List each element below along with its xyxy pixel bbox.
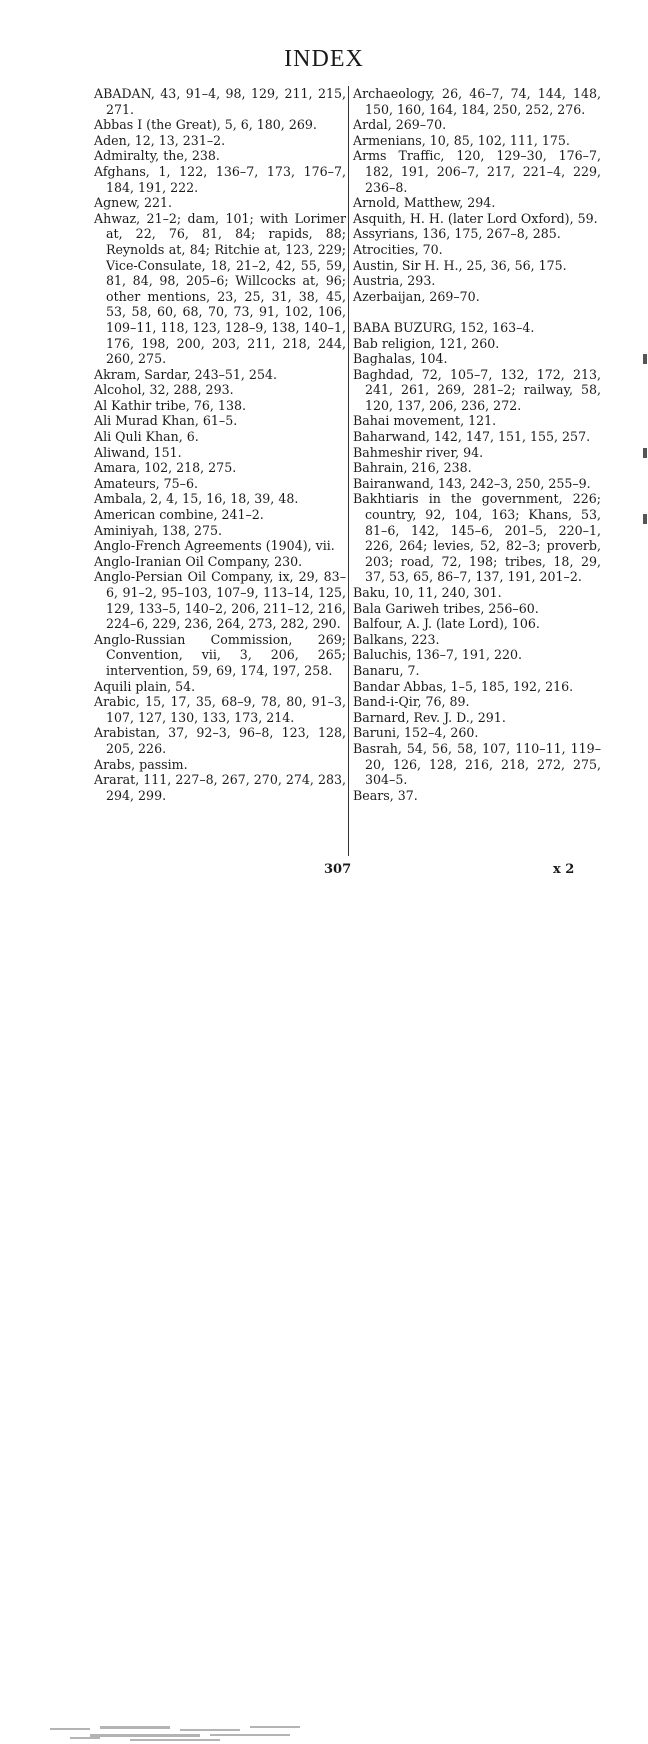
scan-noise-smudge (30, 1722, 330, 1744)
index-entry: Arabic, 15, 17, 35, 68–9, 78, 80, 91–3, 107, 127, 130, 133, 173, 214. (94, 694, 346, 725)
index-entry: Amateurs, 75–6. (94, 475, 198, 491)
index-entry: Balkans, 223. (353, 631, 440, 647)
page-number: 307 (324, 862, 352, 877)
index-entry: Bala Gariweh tribes, 256–60. (353, 600, 539, 616)
index-entry: Basrah, 54, 56, 58, 107, 110–11, 119–20, 126, 128, 216, 218, 272, 275, 304–5. (353, 740, 601, 788)
index-entry: Afghans, 1, 122, 136–7, 173, 176–7, 184, 191, 222. (94, 163, 346, 195)
index-entry: Baku, 10, 11, 240, 301. (353, 585, 502, 600)
index-entry: Arnold, Matthew, 294. (353, 195, 496, 211)
index-entry: Anglo-Russian Commission, 269; Convention, vii, 3, 206, 265; intervention, 59, 69, 174, 197, 258. (94, 631, 346, 678)
index-column-left (94, 86, 346, 803)
index-entry: Akram, Sardar, 243–51, 254. (94, 366, 277, 382)
index-column-right (353, 86, 601, 803)
index-entry: Archaeology, 26, 46–7, 74, 144, 148, 150, 160, 164, 184, 250, 252, 276. (353, 86, 601, 117)
index-entry: Bandar Abbas, 1–5, 185, 192, 216. (353, 678, 574, 694)
index-entry: Asquith, H. H. (later Lord Oxford), 59. (353, 210, 598, 226)
index-entry: Al Kathir tribe, 76, 138. (94, 397, 246, 413)
index-entry: Abbas I (the Great), 5, 6, 180, 269. (94, 117, 317, 133)
index-entry: Arabistan, 37, 92–3, 96–8, 123, 128, 205, 226. (94, 725, 346, 756)
index-entry: Atrocities, 70. (353, 241, 443, 257)
index-entry: Bakhtiaris in the government, 226; country, 92, 104, 163; Khans, 53, 81–6, 142, 145–6, 201–5, 220–1, 226, 264; levies, 52, 82–3; proverb, 203; road, 72, 198; tribes, 18, 29, 37, 53, 65, 86–7, 137, 191, 201–2. (353, 491, 601, 585)
index-entry: Aliwand, 151. (94, 444, 182, 460)
index-entry: Bab religion, 121, 260. (353, 335, 500, 351)
index-entry: Bairanwand, 143, 242–3, 250, 255–9. (353, 475, 591, 491)
index-entry: Baghalas, 104. (353, 351, 448, 367)
index-entry: BABA BUZURG, 152, 163–4. (353, 319, 535, 335)
index-entry: Bahrain, 216, 238. (353, 460, 472, 476)
index-entry: Alcohol, 32, 288, 293. (94, 382, 234, 398)
index-entry: American combine, 241–2. (94, 507, 264, 523)
index-entry: Arabs, passim. (94, 756, 188, 772)
index-entry: Baruni, 152–4, 260. (353, 725, 479, 741)
index-entry: Barnard, Rev. J. D., 291. (353, 709, 506, 725)
index-entry: Aden, 12, 13, 231–2. (94, 132, 226, 148)
page-title: INDEX (284, 46, 364, 72)
index-entry: Aminiyah, 138, 275. (94, 522, 223, 538)
index-entry: Baharwand, 142, 147, 151, 155, 257. (353, 429, 591, 445)
index-entry: Ambala, 2, 4, 15, 16, 18, 39, 48. (94, 491, 299, 507)
column-divider (348, 86, 349, 856)
index-entry: Ahwaz, 21–2; dam, 101; with Lorimer at, 22, 76, 81, 84; rapids, 88; Reynolds at, 84; Ritchie at, 123, 229; Vice-Consulate, 18, 21–2, 42, 55, 59, 81, 84, 98, 205–6; Willcocks at, 96; other mentions, 23, 25, 31, 38, 45, 53, 58, 60, 68, 70, 73, 91, 102, 106, 109–11, 118, 123, 128–9, 138, 140–1, 176, 198, 200, 203, 211, 218, 244, 260, 275. (94, 210, 346, 367)
index-entry: Bahmeshir river, 94. (353, 444, 484, 460)
index-entry: Agnew, 221. (94, 195, 173, 211)
index-entry: Aquili plain, 54. (94, 678, 196, 694)
margin-mark (643, 448, 647, 458)
index-entry: Ali Quli Khan, 6. (94, 429, 199, 445)
index-entry: Arms Traffic, 120, 129–30, 176–7, 182, 191, 206–7, 217, 221–4, 229, 236–8. (353, 148, 601, 195)
index-entry: Ali Murad Khan, 61–5. (94, 413, 238, 429)
index-entry: Amara, 102, 218, 275. (94, 460, 237, 476)
index-entry: Banaru, 7. (353, 662, 420, 678)
signature-mark: x 2 (553, 862, 575, 877)
index-entry: Balfour, A. J. (late Lord), 106. (353, 616, 540, 632)
index-entry: Ardal, 269–70. (353, 117, 447, 133)
index-entry: Bahai movement, 121. (353, 413, 497, 429)
index-entry: Anglo-Iranian Oil Company, 230. (94, 553, 303, 569)
index-entry: Ararat, 111, 227–8, 267, 270, 274, 283, 294, 299. (94, 772, 346, 803)
margin-mark (643, 354, 647, 364)
page-footer (0, 862, 648, 886)
margin-mark (643, 514, 647, 524)
index-entry: Baluchis, 136–7, 191, 220. (353, 647, 523, 663)
index-entry: Austria, 293. (353, 273, 436, 289)
index-entry: Baghdad, 72, 105–7, 132, 172, 213, 241, 261, 269, 281–2; railway, 58, 120, 137, 206, 236, 272. (353, 366, 601, 413)
index-entry: Armenians, 10, 85, 102, 111, 175. (353, 132, 570, 148)
index-entry: Anglo-Persian Oil Company, ix, 29, 83–6, 91–2, 95–103, 107–9, 113–14, 125, 129, 133–5, 140–2, 206, 211–12, 216, 224–6, 229, 236, 264, 273, 282, 290. (94, 569, 346, 632)
index-entry: Bears, 37. (353, 787, 418, 803)
index-entry: Band-i-Qir, 76, 89. (353, 694, 470, 710)
index-entry: Austin, Sir H. H., 25, 36, 56, 175. (353, 257, 567, 273)
index-entry: Admiralty, the, 238. (94, 148, 220, 164)
index-entry: Azerbaijan, 269–70. (353, 288, 480, 304)
index-entry: Anglo-French Agreements (1904), vii. (94, 538, 335, 554)
index-entry: ABADAN, 43, 91–4, 98, 129, 211, 215, 271. (94, 86, 346, 117)
index-entry: Assyrians, 136, 175, 267–8, 285. (353, 226, 561, 242)
